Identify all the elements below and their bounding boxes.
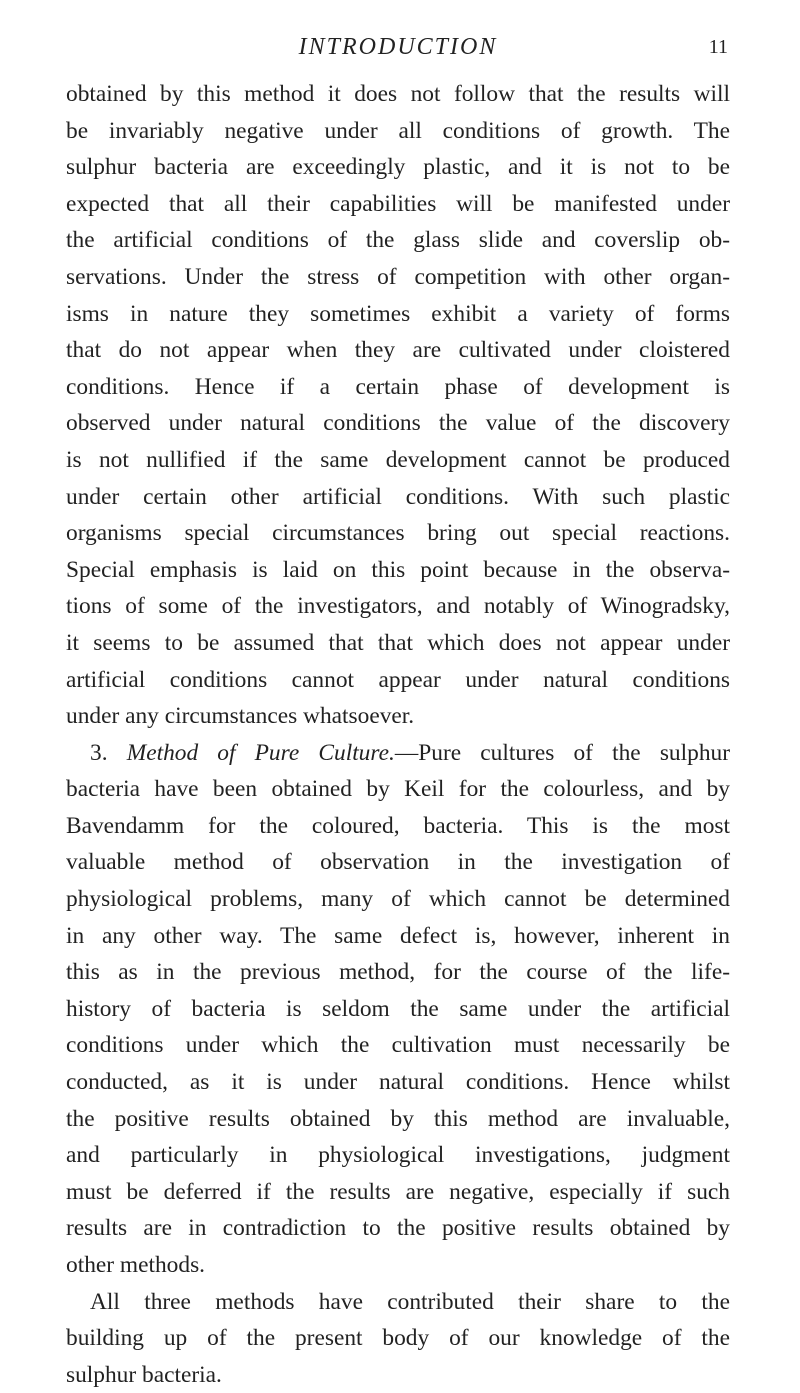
text-line: tions of some of the investigators, and notably of Winogradsky, xyxy=(66,593,730,620)
text-line: organisms special circumstances bring out special reactions. xyxy=(66,520,730,547)
text-line: isms in nature they sometimes exhibit a variety of forms xyxy=(66,300,730,327)
text-line: it seems to be assumed that that which does not appear under xyxy=(66,629,730,656)
text-line: this as in the previous method, for the course of the life- xyxy=(66,959,730,986)
section-heading-line xyxy=(66,735,730,772)
text-line: is not nullified if the same development cannot be produced xyxy=(66,446,730,473)
text-line: must be deferred if the results are negative, especially if such xyxy=(66,1178,730,1205)
text-line: be invariably negative under all conditions of growth. The xyxy=(66,117,730,144)
text-line: conditions. Hence if a certain phase of development is xyxy=(66,373,730,400)
running-head: INTRODUCTION xyxy=(298,34,498,60)
text-line: under any circumstances whatsoever. xyxy=(66,703,415,730)
body-text xyxy=(66,76,730,1393)
text-line: physiological problems, many of which cannot be determined xyxy=(66,886,730,913)
text-line: observed under natural conditions the value of the discovery xyxy=(66,410,730,437)
text-line: that do not appear when they are cultivated under cloistered xyxy=(66,337,730,364)
text-line: bacteria have been obtained by Keil for the colourless, and by xyxy=(66,776,730,803)
text-line: valuable method of observation in the investigation of xyxy=(66,849,730,876)
section-number: 3. xyxy=(90,739,108,766)
section-heading: Method of Pure Culture. xyxy=(126,739,395,766)
text-line: All three methods have contributed their share to the xyxy=(90,1288,730,1315)
page-header xyxy=(68,34,728,64)
text-line: expected that all their capabilities will be manifested under xyxy=(66,190,730,217)
text-line: in any other way. The same defect is, however, inherent in xyxy=(66,922,730,949)
section-heading-rest: —Pure cultures of the sulphur xyxy=(394,739,730,766)
text-line: artificial conditions cannot appear under natural conditions xyxy=(66,666,730,693)
text-line: obtained by this method it does not follow that the results will xyxy=(66,81,730,107)
text-line: results are in contradiction to the positive results obtained by xyxy=(66,1215,730,1242)
text-line: servations. Under the stress of competition with other organ- xyxy=(66,263,730,290)
paragraph-2 xyxy=(66,735,730,1284)
text-line: other methods. xyxy=(66,1252,206,1278)
text-line: sulphur bacteria are exceedingly plastic, and it is not to be xyxy=(66,154,730,181)
paragraph-3 xyxy=(66,1284,730,1393)
page-number: 11 xyxy=(708,36,728,58)
text-line: Bavendamm for the coloured, bacteria. This is the most xyxy=(66,812,730,839)
text-line: history of bacteria is seldom the same under the artificial xyxy=(66,995,730,1022)
text-line: sulphur bacteria. xyxy=(66,1361,222,1388)
text-line: conditions under which the cultivation must necessarily be xyxy=(66,1032,730,1059)
text-line: and particularly in physiological investigations, judgment xyxy=(66,1142,730,1169)
text-line: Special emphasis is laid on this point because in the observa- xyxy=(66,556,730,583)
text-line: the positive results obtained by this method are invaluable, xyxy=(66,1105,730,1132)
paragraph-1 xyxy=(66,76,730,735)
text-line: the artificial conditions of the glass slide and coverslip ob- xyxy=(66,227,730,254)
text-line: conducted, as it is under natural conditions. Hence whilst xyxy=(66,1069,730,1096)
text-line: under certain other artificial conditions. With such plastic xyxy=(66,483,730,510)
text-line: building up of the present body of our knowledge of the xyxy=(66,1325,730,1352)
